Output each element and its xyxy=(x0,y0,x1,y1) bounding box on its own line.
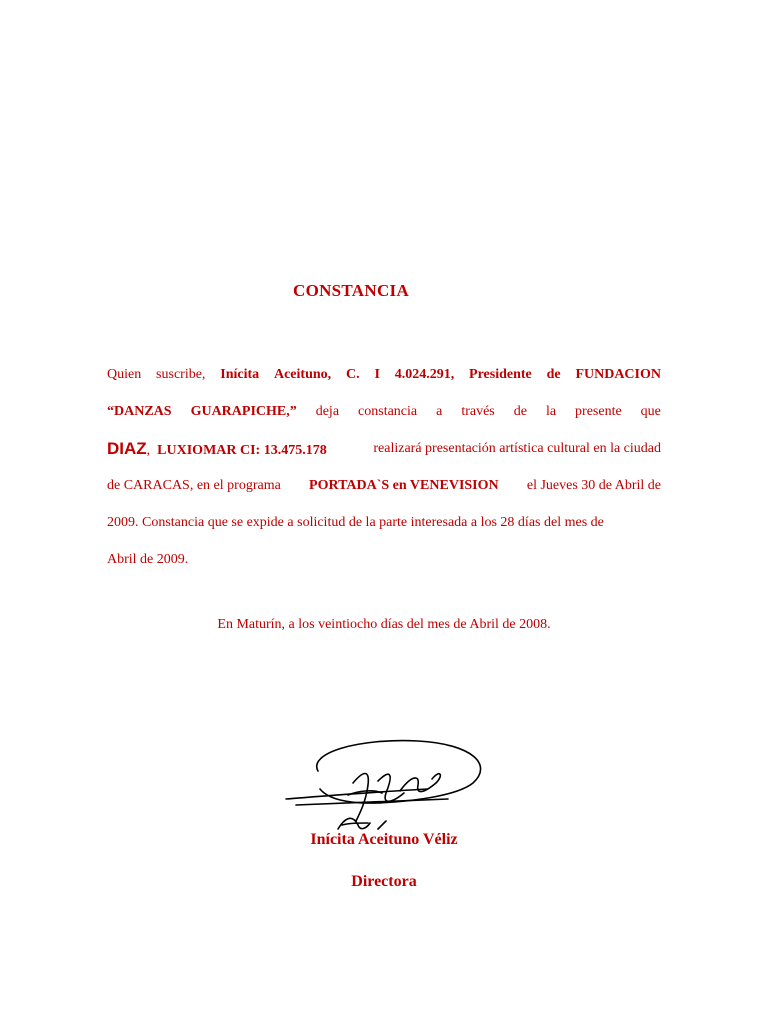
paragraph-line-3 xyxy=(107,430,661,467)
word: que xyxy=(640,404,661,419)
word: presente xyxy=(575,404,622,419)
beneficiary-name xyxy=(107,430,327,467)
paragraph-line-6 xyxy=(107,541,661,578)
word: Aceituno, xyxy=(273,367,332,382)
word: la xyxy=(545,404,557,419)
word: “DANZAS xyxy=(107,404,172,419)
line-text: Abril de 2009. xyxy=(107,552,189,567)
constancia-paragraph xyxy=(107,356,661,578)
word: Inícita xyxy=(220,367,260,382)
line-text: 2009. Constancia que se expide a solicitud de la parte interesada a los 28 días del mes de xyxy=(107,515,604,530)
word: suscribe, xyxy=(156,367,206,382)
word: deja xyxy=(315,404,340,419)
line-text: realizará presentación artística cultural en la ciudad xyxy=(373,441,661,456)
signer-role: Directora xyxy=(351,873,417,890)
word: Quien xyxy=(107,367,142,382)
word: 4.024.291, xyxy=(394,367,455,382)
paragraph-line-5 xyxy=(107,504,661,541)
signature-image xyxy=(278,733,490,833)
program-name: PORTADA`S en VENEVISION xyxy=(309,478,499,493)
line-text: de CARACAS, en el programa xyxy=(107,478,281,493)
paragraph-line-4 xyxy=(107,467,661,504)
word: C. xyxy=(345,367,360,382)
word: I xyxy=(374,367,380,382)
beneficiary-ci: LUXIOMAR CI: 13.475.178 xyxy=(157,443,327,458)
word: constancia xyxy=(358,404,418,419)
place-date: En Maturín, a los veintiocho días del mes de Abril de 2008. xyxy=(217,617,551,632)
paragraph-line-2 xyxy=(107,393,661,430)
line-text: el Jueves 30 de Abril de xyxy=(526,478,661,493)
word: a xyxy=(436,404,443,419)
document-title: CONSTANCIA xyxy=(293,281,410,300)
word: través xyxy=(461,404,495,419)
word: FUNDACION xyxy=(575,367,661,382)
word: Presidente xyxy=(469,367,532,382)
signer-name: Inícita Aceituno Véliz xyxy=(310,831,458,848)
word: de xyxy=(546,367,561,382)
beneficiary-surname: DIAZ xyxy=(107,439,147,458)
word: GUARAPICHE,” xyxy=(190,404,297,419)
signature xyxy=(278,733,490,833)
word: de xyxy=(513,404,527,419)
paragraph-line-1 xyxy=(107,356,661,393)
comma: , xyxy=(146,443,151,458)
